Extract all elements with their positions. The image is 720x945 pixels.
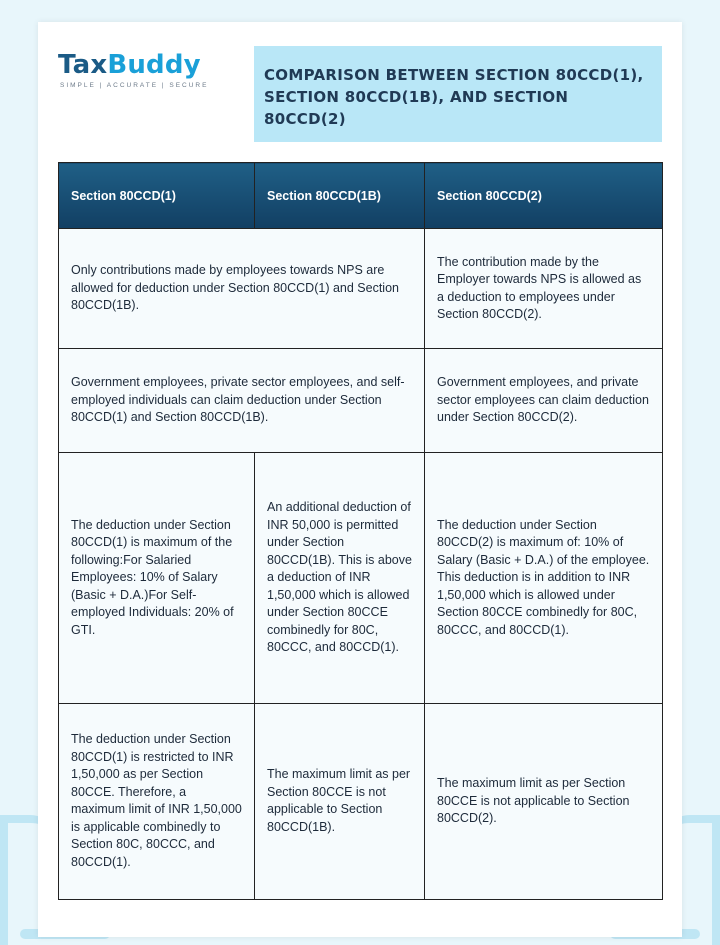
logo-wordmark [58,50,208,80]
table-cell: The deduction under Section 80CCD(2) is maximum of: 10% of Salary (Basic + D.A.) of the employee. This deduction is in addition to INR 1,50,000 which is allowed under Section 80CCE combinedly for 80C, 80CCC, and 80CCD(1). [425,453,663,703]
page-title: COMPARISON BETWEEN SECTION 80CCD(1), SECTION 80CCD(1B), AND SECTION 80CCD(2) [264,66,644,128]
table-cell: Government employees, private sector employees, and self-employed individuals can claim deduction under Section 80CCD(1) and Section 80CCD(1B). [59,349,425,453]
table-cell: The maximum limit as per Section 80CCE is not applicable to Section 80CCD(2). [425,703,663,899]
table-row [59,453,663,703]
table-cell: The deduction under Section 80CCD(1) is restricted to INR 1,50,000 as per Section 80CCE. Therefore, a maximum limit of INR 1,50,000 is applicable combinedly to Section 80C, 80CCC, and 80CCD(1). [59,703,255,899]
taxbuddy-logo [58,50,208,89]
infographic-card [38,22,682,937]
logo-tagline: SIMPLE | ACCURATE | SECURE [60,82,209,89]
table-cell: An additional deduction of INR 50,000 is permitted under Section 80CCD(1B). This is above a deduction of INR 1,50,000 which is allowed under Section 80CCE combinedly for 80C, 80CCC, and 80CCD(1). [255,453,425,703]
table-cell: Only contributions made by employees towards NPS are allowed for deduction under Section 80CCD(1) and Section 80CCD(1B). [59,229,425,349]
table-cell: The contribution made by the Employer towards NPS is allowed as a deduction to employees under Section 80CCD(2). [425,229,663,349]
header-section-80ccd1b: Section 80CCD(1B) [255,163,425,229]
table-row [59,349,663,453]
title-banner [254,46,662,142]
table-cell: Government employees, and private sector employees can claim deduction under Section 80CCD(2). [425,349,663,453]
logo-wordmark-part1: Tax [58,50,108,80]
logo-wordmark-part2: Buddy [107,50,201,80]
header-section-80ccd1: Section 80CCD(1) [59,163,255,229]
table-cell: The deduction under Section 80CCD(1) is maximum of the following:For Salaried Employees: 10% of Salary (Basic + D.A.)For Self-employed Individuals: 20% of GTI. [59,453,255,703]
table-row [59,703,663,899]
table-header-row [59,163,663,229]
table-cell: The maximum limit as per Section 80CCE is not applicable to Section 80CCD(1B). [255,703,425,899]
header-section-80ccd2: Section 80CCD(2) [425,163,663,229]
comparison-table [58,162,663,900]
table-row [59,229,663,349]
